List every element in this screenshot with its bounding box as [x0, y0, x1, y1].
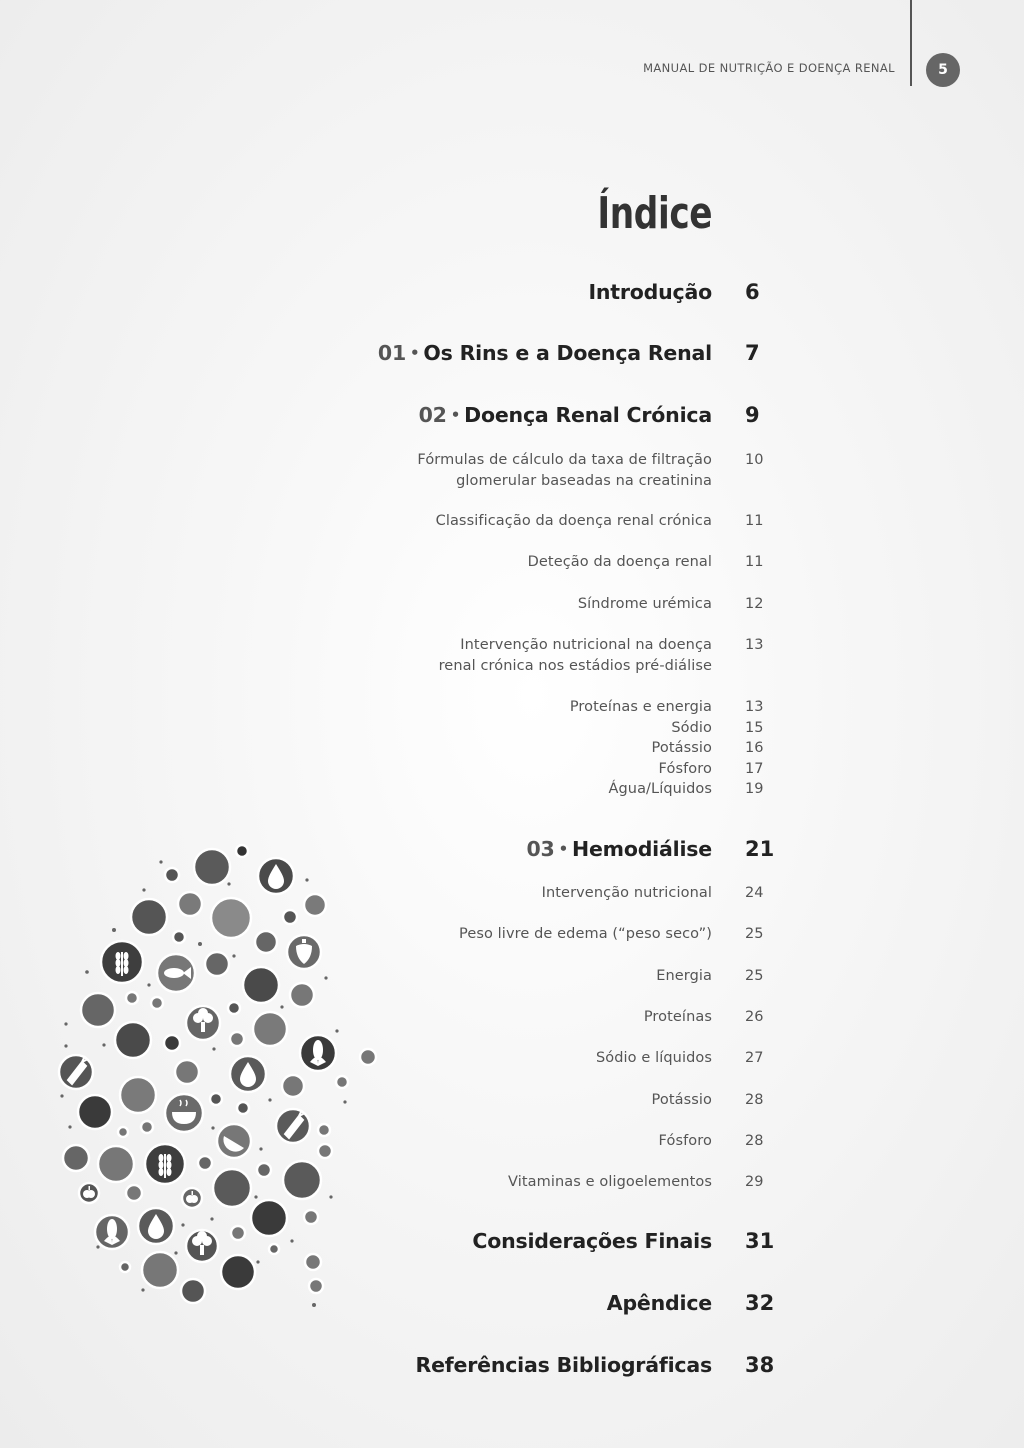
bubble-group — [59, 845, 376, 1303]
apple-icon — [186, 1191, 198, 1203]
toc-page: 21 — [745, 837, 775, 861]
toc-page: 15 — [745, 720, 764, 736]
toc-page: 13 — [745, 699, 764, 715]
toc-page: 25 — [745, 968, 764, 984]
toc-label-line: Intervenção nutricional na doença — [460, 637, 712, 653]
toc-page: 6 — [745, 280, 760, 304]
apple-icon-bubble-2 — [182, 1188, 202, 1208]
toc-page: 25 — [745, 926, 764, 942]
wheat-icon-bubble-2 — [145, 1144, 185, 1184]
water-drop-icon-bubble — [258, 858, 294, 894]
water-drop-icon — [240, 1062, 256, 1087]
toc-label: Vitaminas e oligoelementos — [508, 1174, 712, 1190]
chapter-number: 03 — [526, 837, 555, 861]
toc-label: Considerações Finais — [472, 1229, 712, 1253]
toc-page: 19 — [745, 781, 764, 797]
toc-page: 28 — [745, 1092, 764, 1108]
carrot-icon-bubble — [59, 1055, 93, 1089]
running-title: MANUAL DE NUTRIÇÃO E DOENÇA RENAL — [643, 61, 895, 75]
wheat-icon-bubble — [101, 941, 143, 983]
bullet-separator: • — [450, 406, 461, 424]
toc-page: 13 — [745, 637, 764, 653]
corn-icon-bubble-2 — [95, 1215, 129, 1249]
toc-label: Deteção da doença renal — [527, 554, 712, 570]
water-drop-icon-bubble-2 — [230, 1056, 266, 1092]
toc-page: 17 — [745, 761, 764, 777]
toc-page: 31 — [745, 1229, 775, 1253]
toc-label: Fósforo — [658, 761, 712, 777]
tiny-dots — [60, 860, 346, 1307]
apple-icon-bubble — [79, 1183, 99, 1203]
toc-label: Introdução — [588, 280, 712, 304]
carrot-icon-bubble-2 — [276, 1109, 310, 1143]
toc-label — [378, 341, 712, 365]
toc-label: Potássio — [651, 1092, 712, 1108]
watermelon-icon-bubble — [217, 1124, 251, 1158]
watermelon-icon — [223, 1136, 244, 1152]
toc-page: 9 — [745, 403, 760, 427]
corn-icon-bubble — [300, 1035, 336, 1071]
broccoli-icon — [193, 1008, 213, 1032]
corn-icon — [310, 1040, 326, 1066]
toc-label-line: renal crónica nos estádios pré-diálise — [438, 657, 712, 674]
broccoli-icon — [192, 1231, 212, 1255]
page-number-badge: 5 — [926, 53, 960, 87]
bullet-separator: • — [558, 840, 568, 858]
toc-label: Potássio — [651, 740, 712, 756]
fish-icon — [164, 967, 191, 979]
toc-page: 16 — [745, 740, 764, 756]
chapter-title: Hemodiálise — [572, 837, 712, 861]
toc-page: 10 — [745, 452, 764, 468]
toc-page: 7 — [745, 341, 760, 365]
toc-label: Sódio — [671, 720, 712, 736]
chapter-number: 02 — [418, 403, 447, 427]
header-divider — [910, 0, 912, 86]
toc-label: Fósforo — [658, 1133, 712, 1149]
strawberry-icon-bubble — [287, 935, 321, 969]
toc-label-line: Fórmulas de cálculo da taxa de filtração — [417, 452, 712, 468]
toc-page: 27 — [745, 1050, 764, 1066]
chapter-title: Doença Renal Crónica — [464, 403, 712, 427]
toc-page: 11 — [745, 513, 764, 529]
wheat-icon — [159, 1154, 172, 1178]
toc-label: Peso livre de edema (“peso seco”) — [459, 926, 712, 942]
page-title: Índice — [597, 188, 712, 239]
chapter-number: 01 — [377, 341, 407, 365]
toc-page: 24 — [745, 885, 764, 901]
wheat-icon — [116, 952, 129, 976]
toc-label — [526, 837, 712, 861]
soup-bowl-icon — [172, 1100, 196, 1124]
bullet-separator: • — [410, 344, 420, 362]
toc-label: Energia — [656, 968, 712, 984]
toc-label: Intervenção nutricional — [541, 885, 712, 901]
toc-label — [419, 403, 712, 427]
carrot-icon — [68, 1056, 88, 1084]
toc-label: Apêndice — [606, 1291, 712, 1315]
toc-label: Proteínas e energia — [569, 699, 712, 715]
toc-page: 28 — [745, 1133, 764, 1149]
toc-label: Síndrome urémica — [577, 596, 712, 612]
toc-label — [417, 450, 712, 491]
toc-label: Referências Bibliográficas — [415, 1353, 712, 1377]
toc-label: Sódio e líquidos — [595, 1050, 712, 1066]
toc-page: 26 — [745, 1009, 764, 1025]
toc-page: 12 — [745, 596, 764, 612]
toc-page: 38 — [745, 1353, 775, 1377]
toc-label — [439, 635, 712, 676]
toc-label: Classificação da doença renal crónica — [435, 513, 712, 529]
strawberry-icon — [296, 939, 312, 964]
chapter-title: Os Rins e a Doença Renal — [423, 341, 712, 365]
toc-label: Água/Líquidos — [608, 781, 712, 797]
toc-label: Proteínas — [643, 1009, 712, 1025]
water-drop-icon — [148, 1214, 164, 1239]
bubble-icons — [68, 864, 326, 1255]
water-drop-icon — [268, 864, 284, 889]
broccoli-icon-bubble-2 — [186, 1230, 218, 1262]
water-drop-icon-bubble-3 — [138, 1208, 174, 1244]
fish-icon-bubble — [157, 954, 195, 992]
apple-icon — [83, 1186, 95, 1198]
corn-icon — [104, 1219, 120, 1245]
toc-page: 29 — [745, 1174, 764, 1190]
toc-page: 32 — [745, 1291, 775, 1315]
carrot-icon — [285, 1110, 305, 1138]
soup-bowl-icon-bubble — [165, 1094, 203, 1132]
broccoli-icon-bubble — [186, 1006, 220, 1040]
toc-label-line: glomerular baseadas na creatinina — [456, 472, 712, 489]
toc-page: 11 — [745, 554, 764, 570]
